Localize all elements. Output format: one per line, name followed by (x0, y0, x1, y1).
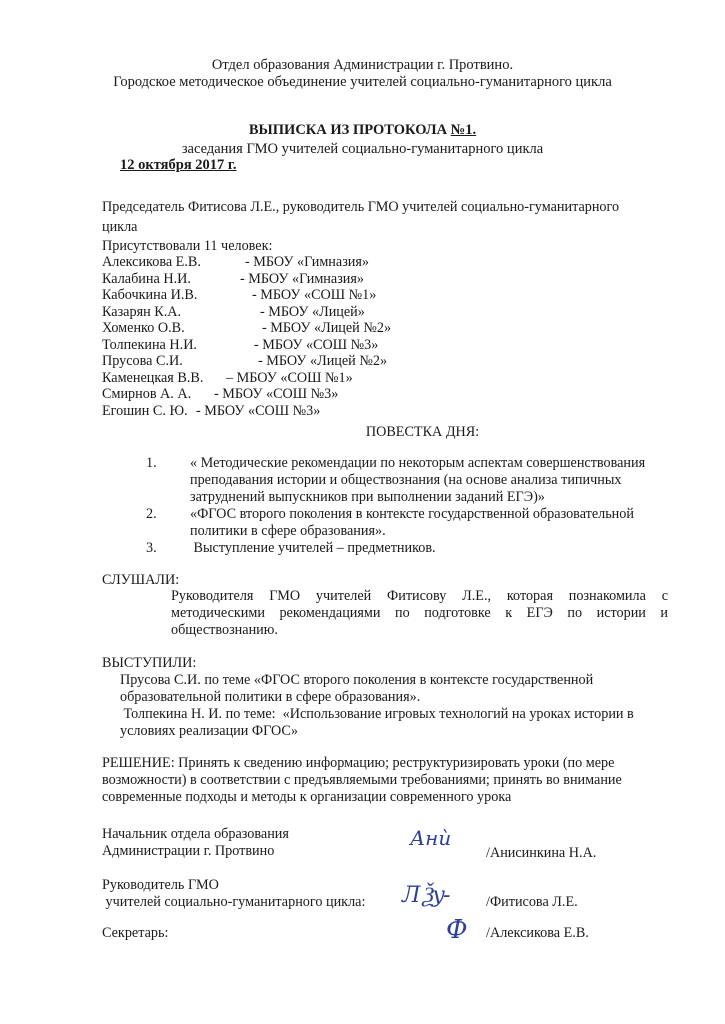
signatory-name: /Фитисова Л.Е. (486, 894, 578, 910)
attendee-org: - МБОУ «СОШ №3» (196, 402, 321, 419)
agenda-item-number: 3. (146, 540, 157, 556)
agenda-item-number: 1. (146, 455, 157, 471)
signatory-name: /Анисинкина Н.А. (486, 845, 597, 861)
attendee-row (102, 271, 391, 288)
speakers-list (120, 672, 680, 740)
agenda-item (146, 455, 686, 506)
speaker-entry: Прусова С.И. по теме «ФГОС второго поколения в контексте государственной образовательной политики в сфере образования». (120, 672, 594, 705)
document-subtitle: заседания ГМО учителей социально-гуманитарного цикла (181, 141, 544, 157)
attendee-row (102, 386, 391, 403)
attendee-row (102, 353, 391, 370)
chair-line-continued: цикла (102, 219, 138, 235)
attendee-org: - МБОУ «Гимназия» (245, 254, 370, 270)
agenda-item-text: « Методические рекомендации по некоторым аспектам совершенствования преподавания истории и обществознания (на основе анализа типичных затруднений выпускников при выполнении заданий ЕГЭ)» (190, 455, 646, 505)
decision-text: РЕШЕНИЕ: Принять к сведению информацию; реструктуризировать уроки (по мере возможности) в соответствии с предъявляемыми требованиями; принять во внимание современные подходы и методы к организации современного урока (102, 755, 622, 805)
signatory-role: Секретарь: (102, 925, 169, 941)
agenda-item-text: Выступление учителей – предметников. (190, 540, 436, 556)
title-text: ВЫПИСКА ИЗ ПРОТОКОЛА (248, 122, 451, 138)
attendee-org: - МБОУ «СОШ №3» (254, 336, 379, 353)
attendee-list (102, 254, 391, 419)
chair-line: Председатель Фитисова Л.Е., руководитель ГМО учителей социально-гуманитарного (102, 199, 620, 215)
attendee-name: Каменецкая В.В. (102, 369, 204, 386)
signature-block-gmo (102, 877, 365, 911)
attendee-row (102, 287, 391, 304)
protocol-number: №1. (450, 122, 477, 138)
attendee-name: Егошин С. Ю. (102, 402, 188, 419)
speaker-entry: Толпекина Н. И. по теме: «Использование игровых технологий на уроках истории в условиях реализации ФГОС» (120, 706, 638, 739)
attendee-name: Смирнов А. А. (102, 386, 192, 402)
attendee-name: Калабина Н.И. (102, 270, 191, 287)
agenda-title: ПОВЕСТКА ДНЯ: (365, 424, 480, 440)
agenda-list (146, 455, 686, 557)
attendee-name: Толпекина Н.И. (102, 336, 197, 353)
attendee-row (102, 304, 391, 321)
attendee-org: - МБОУ «Гимназия» (240, 270, 365, 287)
attendee-row (102, 403, 391, 420)
spoke-label: ВЫСТУПИЛИ: (102, 655, 197, 671)
signatory-role: Начальник отдела образования (102, 826, 289, 842)
attendee-name: Прусова С.И. (102, 353, 183, 369)
attendee-row (102, 337, 391, 354)
attendee-name: Казарян К.А. (102, 303, 182, 320)
header-association: Городское методическое объединение учителей социально-гуманитарного цикла (113, 74, 612, 90)
signatory-name: /Алексикова Е.В. (486, 925, 589, 941)
signatory-role: Руководитель ГМО (102, 877, 219, 893)
attendee-name: Кабочкина И.В. (102, 287, 198, 303)
header-department: Отдел образования Администрации г. Протвино. (211, 57, 514, 73)
heard-label: СЛУШАЛИ: (102, 572, 180, 588)
agenda-item-number: 2. (146, 506, 157, 522)
attendee-row (102, 370, 391, 387)
attendee-org: - МБОУ «Лицей №2» (262, 320, 392, 336)
signatory-role-continued: Администрации г. Протвино (102, 843, 275, 859)
attendee-row (102, 254, 391, 271)
document-title (0, 122, 725, 139)
handwritten-signature-icon: Л Ѯу- (402, 883, 449, 908)
agenda-item (146, 540, 686, 557)
heard-text: Руководителя ГМО учителей Фитисову Л.Е., которая познакомила с методическими рекомендациями по подготовке к ЕГЭ по истории и обществознанию. (171, 588, 668, 638)
attendee-row (102, 320, 391, 337)
attendee-org: - МБОУ «СОШ №1» (252, 287, 377, 303)
agenda-item (146, 506, 686, 540)
attendee-name: Алексикова Е.В. (102, 254, 201, 270)
attendee-org: - МБОУ «СОШ №3» (214, 386, 339, 402)
handwritten-signature-icon: Ф (446, 915, 468, 945)
present-count: Присутствовали 11 человек: (102, 238, 273, 254)
handwritten-signature-icon: Анѝ (410, 826, 452, 850)
attendee-org: - МБОУ «Лицей» (260, 303, 365, 320)
meeting-date: 12 октября 2017 г. (120, 157, 237, 173)
signature-block-head (102, 826, 289, 860)
agenda-item-text: «ФГОС второго поколения в контексте государственной образовательной политики в сфере образования». (190, 506, 634, 539)
attendee-org: – МБОУ «СОШ №1» (226, 369, 353, 386)
attendee-name: Хоменко О.В. (102, 320, 185, 336)
signature-block-secretary (102, 925, 168, 942)
attendee-org: - МБОУ «Лицей №2» (258, 353, 388, 369)
signatory-role-continued: учителей социально-гуманитарного цикла: (102, 894, 366, 910)
